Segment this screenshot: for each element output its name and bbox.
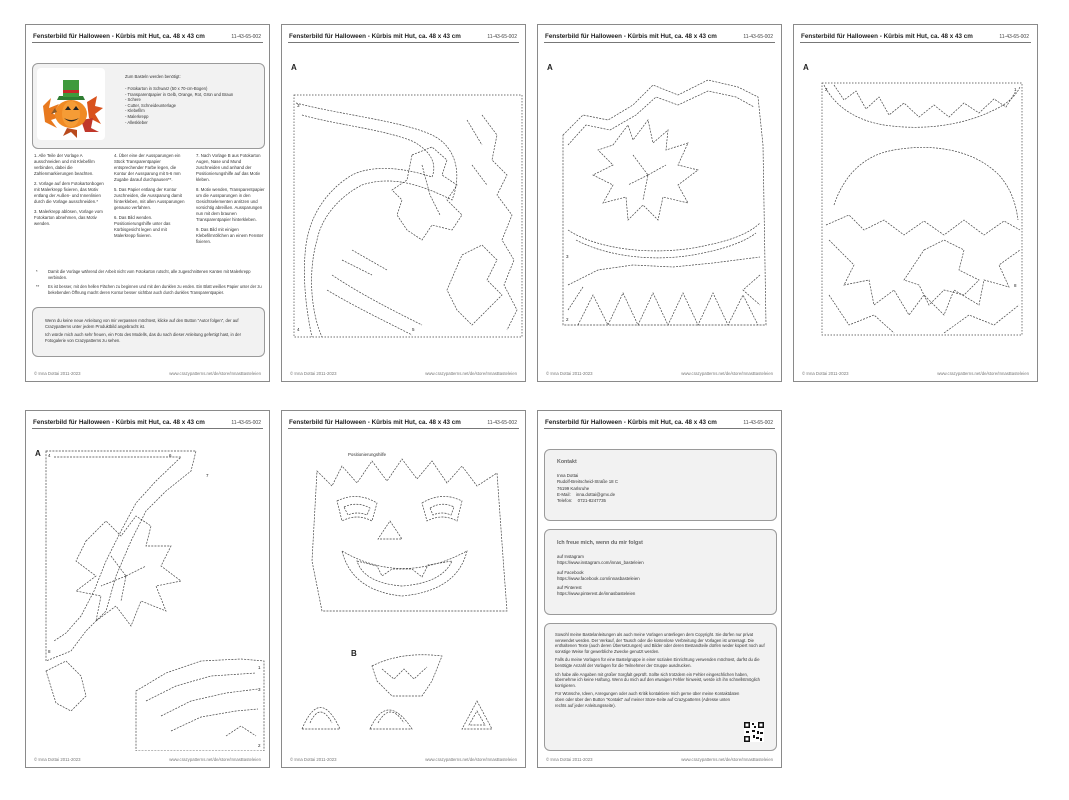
template-label: A [803, 63, 809, 72]
seam-mark: 2 [825, 87, 828, 92]
contact-box [544, 449, 777, 521]
page-title: Fensterbild für Halloween - Kürbis mit Hut, ca. 48 x 43 cm [33, 33, 205, 40]
list-item: - Cutter, Schneideunterlage [125, 102, 176, 108]
list-item: - Alleskleber [125, 119, 148, 125]
store-url[interactable]: www.crazypatterns.net/de/store/InnasBasteleien [425, 371, 517, 376]
contact-title: Kontakt [557, 459, 577, 465]
social-box [544, 529, 777, 615]
page-title: Fensterbild für Halloween - Kürbis mit Hut, ca. 48 x 43 cm [33, 419, 205, 426]
steps-column-3 [196, 153, 266, 249]
contact-phone-row [557, 498, 764, 504]
store-url[interactable]: www.crazypatterns.net/de/store/InnasBasteleien [681, 371, 773, 376]
legal-box [544, 623, 777, 751]
email-label: E-Mail: [557, 491, 571, 497]
facebook-link[interactable]: https://www.facebook.com/innasbasteleien [557, 575, 640, 581]
step: 2. Vorlage auf dem Fotokartonbogen mit Malerkrepp fixieren, das Motiv entlang der Außen- und Innenlinien durch die Vorlage ausschneiden.* [34, 181, 104, 204]
copyright: © Inna Dottai 2011-2023 [802, 371, 849, 376]
step: 1. Alle Teile der Vorlage A ausschneiden und mit Klebefilm verbinden, dabei die Zahlenmarkierungen beachten. [34, 153, 95, 176]
article-code: 11-43-65-002 [999, 34, 1029, 40]
face-templates-drawing [282, 411, 527, 751]
follow-title: Ich freue mich, wenn du mir folgst [557, 540, 643, 546]
gallery-notice: Ich würde mich auch sehr freuen, ein Foto des Modells, das du nach dieser Anleitung gefertigt hast, in der Fotogalerie von Crazypatterns zu sehen. [45, 332, 241, 343]
seam-mark: 4 [297, 327, 300, 332]
seam-mark: 5 [412, 327, 415, 332]
page-title: Fensterbild für Halloween - Kürbis mit Hut, ca. 48 x 43 cm [801, 33, 973, 40]
seam-mark: 8 [48, 649, 51, 654]
store-url[interactable]: www.crazypatterns.net/de/store/InnasBasteleien [425, 757, 517, 762]
facebook-label: auf Facebook [557, 569, 584, 575]
header-divider [32, 42, 263, 43]
copyright: © Inna Dottai 2011-2023 [34, 757, 81, 762]
page-title: Fensterbild für Halloween - Kürbis mit Hut, ca. 48 x 43 cm [545, 33, 717, 40]
store-url[interactable]: www.crazypatterns.net/de/store/InnasBasteleien [169, 757, 261, 762]
legal-paragraph: Sowohl meine Bastelanleitungen als auch meine Vorlagen unterliegen dem Copyright. Sie dürfen nur privat verwendet werden. Der Verkauf, der Tausch oder die kostenlose Verbreitung der Vorlagen ist untersagt. Die enthaltenen Texte (auch deren Übersetzungen) und Bilder oder deren Bestandteile dürfen weder kopiert noch auf sonstige Weise für gewerbliche Zwecke genutzt werden. [555, 632, 765, 654]
footnote-2-mark: ** [36, 284, 40, 289]
article-code: 11-43-65-002 [487, 420, 517, 426]
legal-paragraph: Ich habe alle Angaben mit großer Sorgfalt geprüft. Sollte sich trotzdem ein Fehler eingeschlichen haben, übernehme ich keine Haftung. Wenn du mich auf den etwaigen Fehler hinweist, werde ich ihn schnellstmöglich korrigieren. [555, 671, 760, 688]
article-code: 11-43-65-002 [231, 34, 261, 40]
template-b-label: B [351, 649, 357, 658]
seam-mark: 1 [258, 665, 261, 670]
materials-intro: Zum Basteln werden benötigt: [125, 74, 181, 79]
page-title: Fensterbild für Halloween - Kürbis mit Hut, ca. 48 x 43 cm [545, 419, 717, 426]
page-4-template-a [793, 24, 1038, 382]
instagram-link[interactable]: https://www.instagram.com/innas_basteleien [557, 560, 644, 566]
step: 5. Das Papier entlang der Kontur zuschneiden, die Aussparung damit hinterkleben, mit allen Aussparungen genauso verfahren. [114, 187, 185, 210]
template-a-part-4-drawing [26, 411, 271, 751]
template-a-part-3-drawing [794, 25, 1039, 365]
seam-mark: 3 [566, 254, 569, 259]
template-a-part-2-drawing [538, 25, 783, 365]
product-thumbnail [37, 68, 105, 140]
step: 9. Das Bild mit einigen Klebefilmröllchen an einem Fenster fixieren. [196, 227, 264, 244]
page-title: Fensterbild für Halloween - Kürbis mit Hut, ca. 48 x 43 cm [289, 419, 461, 426]
article-code: 11-43-65-002 [231, 420, 261, 426]
step: 4. Über eine der Aussparungen ein Stück Transparentpapier entsprechender Farbe legen, die Kontur der Aussparung mit 5-6 mm Zugabe darauf durchpausen**. [114, 153, 181, 182]
store-url[interactable]: www.crazypatterns.net/de/store/InnasBasteleien [937, 371, 1029, 376]
seam-mark: 7 [206, 473, 209, 478]
page-5-template-a [25, 410, 270, 768]
contact-city: 76199 Karlsruhe [557, 485, 590, 491]
store-url[interactable]: www.crazypatterns.net/de/store/InnasBasteleien [681, 757, 773, 762]
instagram-label: auf Instagram [557, 554, 584, 559]
positioning-aid-label: Positionierungshilfe [348, 452, 387, 457]
seam-mark: 3 [258, 687, 261, 692]
template-label: A [35, 449, 41, 458]
copyright: © Inna Dottai 2011-2023 [546, 371, 593, 376]
steps-column-2 [114, 153, 188, 243]
steps-column-1 [34, 153, 106, 231]
seam-mark: 3 [297, 103, 300, 108]
page-title: Fensterbild für Halloween - Kürbis mit Hut, ca. 48 x 43 cm [289, 33, 461, 40]
step: 6. Das Bild wenden. Positionierungshilfe unter das Kürbisgesicht legen und mit Malerkrepp fixieren. [114, 215, 171, 238]
phone-label: Telefon: [557, 498, 573, 504]
template-label: A [547, 63, 553, 72]
page-7-contact [537, 410, 782, 768]
pinterest-link[interactable]: https://www.pinterest.de/innasbasteleien [557, 591, 636, 597]
template-a-part-1-drawing [282, 25, 527, 365]
copyright: © Inna Dottai 2011-2023 [546, 757, 593, 762]
pinterest-label: auf Pinterest [557, 585, 582, 591]
follow-notice: Wenn du keine neue Anleitung von mir verpassen möchtest, klicke auf den Button "Autor folgen", der auf Crazypatterns unter jedem Produktbild angebracht ist. [45, 318, 239, 329]
phone-number: 0721-8247735 [577, 498, 606, 504]
article-code: 11-43-65-002 [743, 34, 773, 40]
materials-box [32, 63, 265, 149]
seam-mark: 6 [169, 453, 172, 458]
page-3-template-a [537, 24, 782, 382]
legal-paragraph: Falls du meine Vorlagen für eine Bastelgruppe in einer sozialen Einrichtung verwenden möchtest, darfst du die benötigte Anzahl der Vorlagen für die Teilnehmer der Gruppe ausdrucken. [555, 657, 760, 668]
seam-mark: 2 [258, 743, 261, 748]
follow-notice-box [32, 307, 265, 357]
contact-name: Inna Dottai [557, 473, 579, 478]
step: 8. Motiv wenden, Transparentpapier um die Aussparungen in den Gesichtselementen anritzen und vorsichtig abreißen. Aussparungen nun mit dem braunen Transparentpapier hinterkleben. [196, 187, 265, 222]
article-code: 11-43-65-002 [487, 34, 517, 40]
seam-mark: 8 [1014, 283, 1017, 288]
step: 3. Malerkrepp ablösen, Vorlage vom Fotokarton abnehmen, das Motiv wenden. [34, 209, 103, 226]
legal-paragraph: Für Wünsche, Ideen, Anregungen oder auch Kritik kontaktiere mich gerne über meine Kontaktdaten oben oder über den Button "Kontakt" auf meiner Store-Seite auf Crazypatterns (Adresse unten rechts auf jeder Anleitungsseite). [555, 691, 740, 708]
article-code: 11-43-65-002 [743, 420, 773, 426]
page-6-face-templates [281, 410, 526, 768]
page-1-instructions [25, 24, 270, 382]
store-url[interactable]: www.crazypatterns.net/de/store/InnasBasteleien [169, 371, 261, 376]
seam-mark: 1 [1014, 87, 1017, 92]
seam-mark: 4 [48, 453, 51, 458]
page-2-template-a [281, 24, 526, 382]
email-link[interactable]: inna.dottai@gmx.de [575, 491, 616, 497]
list-item: - Schere [125, 97, 141, 103]
copyright: © Inna Dottai 2011-2023 [34, 371, 81, 376]
footnote-1-mark: * [36, 269, 38, 274]
copyright: © Inna Dottai 2011-2023 [290, 757, 337, 762]
template-label: A [291, 63, 297, 72]
step: 7. Nach Vorlage B aus Fotokarton Augen, Nase und Mund zuschneiden und anhand der Positionierungshilfe auf das Motiv kleben. [196, 153, 261, 182]
list-item: - Fotokarton in Schwarz (50 x 70-cm-Bogen) [125, 86, 208, 91]
list-item: - Malerkrepp [125, 113, 149, 119]
materials-list [125, 86, 233, 125]
footnote-1: Damit die Vorlage während der Arbeit nicht vom Fotokarton rutscht, alle zugeschnittenen Kanten mit Malerkrepp verbinden. [48, 269, 251, 280]
footnote-2: Es ist besser, mit den hellen Flächen zu beginnen und mit den dunklen zu enden. Ein Blatt weißes Papier unter der zu bekebenden Öffnung macht deren Kontur besser sichtbar auch durch dunkles Transparentpapier. [48, 284, 262, 295]
list-item: - Klebefilm [125, 108, 145, 114]
qr-code-icon [744, 722, 764, 742]
contact-street: Rudolf-Breitscheid-Straße 18 C [557, 479, 619, 485]
header-divider [544, 428, 775, 429]
seam-mark: 2 [566, 317, 569, 322]
copyright: © Inna Dottai 2011-2023 [290, 371, 337, 376]
list-item: - Transparentpapier in Gelb, Orange, Rot, Grün und Braun [125, 91, 234, 97]
